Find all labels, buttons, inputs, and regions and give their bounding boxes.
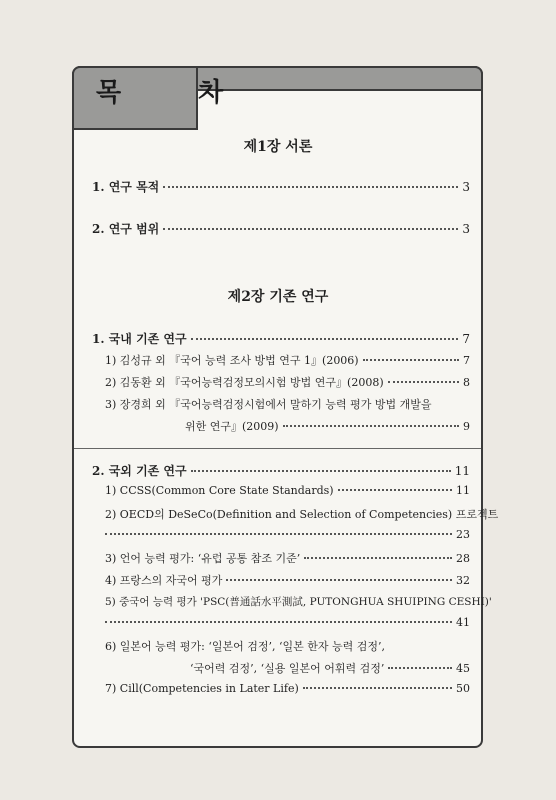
leader-dots xyxy=(363,359,459,361)
entry-label: 1) 김성규 외 『국어 능력 조사 방법 연구 1』(2006) xyxy=(105,354,359,367)
entry-page: 7 xyxy=(462,332,470,346)
entry-page: 3 xyxy=(462,180,470,194)
leader-dots xyxy=(388,381,459,383)
leader-dots xyxy=(105,621,452,623)
toc-subentry[interactable] xyxy=(190,660,470,676)
entry-label: 2. 연구 범위 xyxy=(92,222,160,236)
toc-subentry[interactable] xyxy=(105,528,470,541)
entry-page: 45 xyxy=(456,662,470,675)
section-divider xyxy=(74,448,481,449)
toc-subentry[interactable] xyxy=(105,682,470,695)
entry-label-cont: ‘국어력 검정’, ‘실용 일본어 어휘력 검정’ xyxy=(190,662,385,675)
leader-dots xyxy=(283,425,459,427)
leader-dots xyxy=(338,489,452,491)
toc-entry[interactable] xyxy=(92,330,470,347)
entry-label[interactable]: 5) 중국어 능력 평가 'PSC(普通話水平測試, PUTONGHUA SHUIPING CESHI)' xyxy=(105,596,492,608)
toc-subentry[interactable] xyxy=(185,418,470,434)
leader-dots xyxy=(303,687,452,689)
entry-page: 28 xyxy=(456,552,470,565)
chapter-2-title: 제2장 기존 연구 xyxy=(227,289,329,305)
entry-label: 2. 국외 기존 연구 xyxy=(92,464,187,478)
toc-title: 목 차 xyxy=(96,78,258,108)
toc-subentry[interactable] xyxy=(105,352,470,368)
entry-page: 50 xyxy=(456,682,470,695)
toc-entry[interactable] xyxy=(92,220,470,237)
leader-dots xyxy=(304,557,452,559)
leader-dots xyxy=(388,667,452,669)
leader-dots xyxy=(163,186,458,188)
entry-page: 23 xyxy=(456,528,470,541)
entry-label: 7) Cill(Competencies in Later Life) xyxy=(105,682,299,695)
entry-label: 1) CCSS(Common Core State Standards) xyxy=(105,484,334,497)
toc-subentry[interactable] xyxy=(105,616,470,629)
entry-page: 32 xyxy=(456,574,470,587)
entry-label: 1. 국내 기존 연구 xyxy=(92,332,187,346)
entry-label: 3) 언어 능력 평가: ‘유럽 공통 참조 기준’ xyxy=(105,552,301,565)
entry-page: 41 xyxy=(456,616,470,629)
entry-label[interactable]: 3) 장경희 외 『국어능력검정시험에서 말하기 능력 평가 방법 개발을 xyxy=(105,398,432,411)
toc-entry[interactable] xyxy=(92,178,470,195)
entry-label[interactable]: 6) 일본어 능력 평가: ‘일본어 검정’, ‘일본 한자 능력 검정’, xyxy=(105,640,385,653)
toc-subentry[interactable] xyxy=(105,572,470,588)
chapter-1-title: 제1장 서론 xyxy=(243,139,313,155)
leader-dots xyxy=(105,533,452,535)
entry-label: 4) 프랑스의 자국어 평가 xyxy=(105,574,223,587)
entry-page: 9 xyxy=(463,420,470,433)
leader-dots xyxy=(226,579,452,581)
entry-page: 11 xyxy=(456,484,470,497)
entry-label: 2) 김동환 외 『국어능력검정모의시험 방법 연구』(2008) xyxy=(105,376,384,389)
toc-subentry[interactable] xyxy=(105,374,470,390)
entry-page: 11 xyxy=(454,464,470,478)
toc-entry[interactable] xyxy=(92,462,470,479)
toc-subentry[interactable] xyxy=(105,484,470,497)
leader-dots xyxy=(163,228,458,230)
entry-label: 1. 연구 목적 xyxy=(92,180,160,194)
leader-dots xyxy=(191,470,451,472)
leader-dots xyxy=(191,338,459,340)
toc-subentry[interactable] xyxy=(105,550,470,566)
entry-label[interactable]: 2) OECD의 DeSeCo(Definition and Selection of Competencies) 프로젝트 xyxy=(105,508,499,521)
entry-page: 7 xyxy=(463,354,470,367)
entry-page: 8 xyxy=(463,376,470,389)
entry-label-cont: 위한 연구』(2009) xyxy=(185,420,279,433)
entry-page: 3 xyxy=(462,222,470,236)
